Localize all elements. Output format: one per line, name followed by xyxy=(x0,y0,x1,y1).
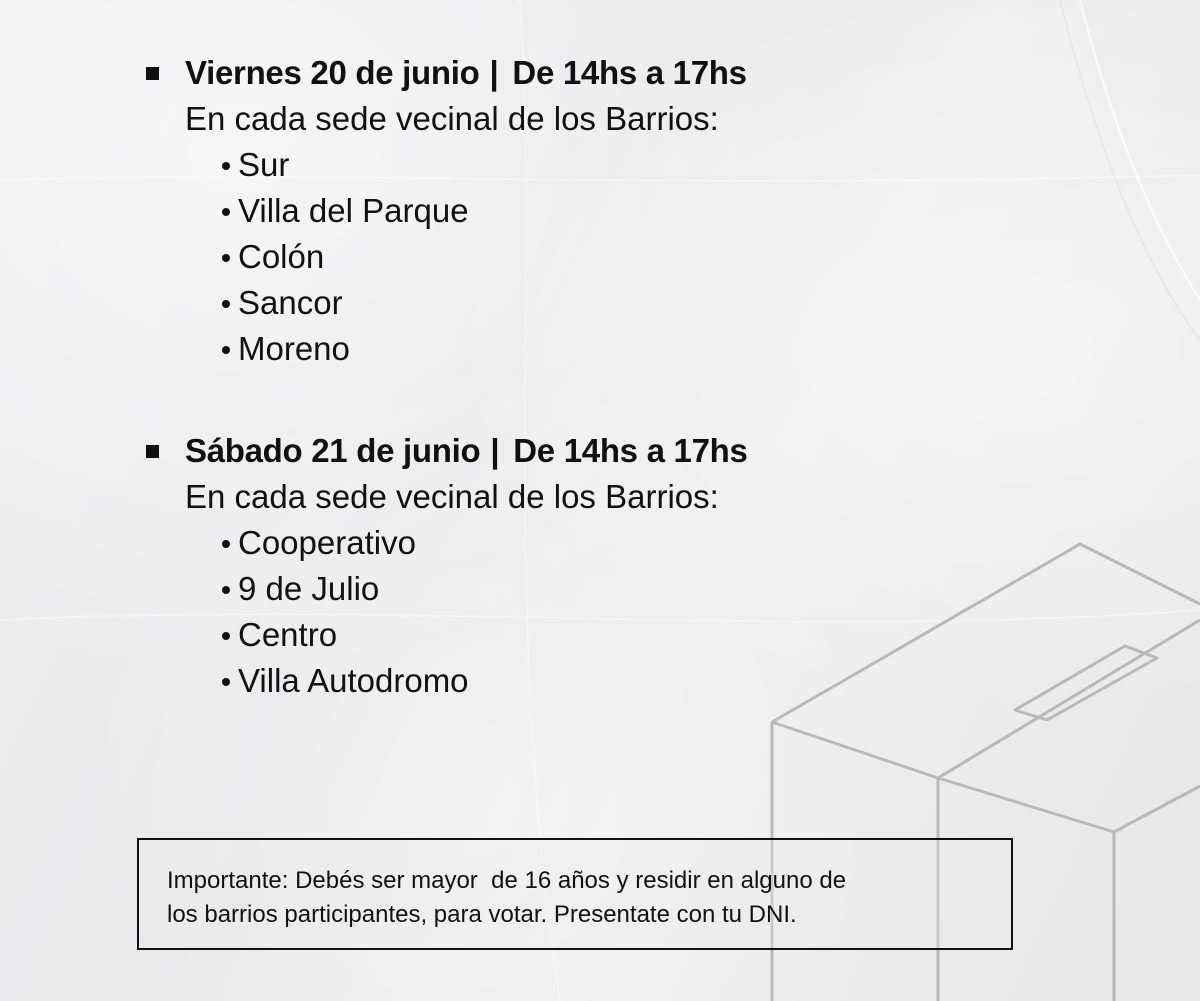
important-notice xyxy=(137,838,1013,950)
list-item xyxy=(222,142,747,188)
barrio-name: 9 de Julio xyxy=(238,570,380,607)
barrio-name: Villa del Parque xyxy=(238,192,469,229)
dot-bullet-icon xyxy=(222,632,230,640)
schedule-intro: En cada sede vecinal de los Barrios: xyxy=(185,100,719,137)
list-item xyxy=(222,520,748,566)
dot-bullet-icon xyxy=(222,678,230,686)
schedule-intro: En cada sede vecinal de los Barrios: xyxy=(185,478,719,515)
schedule-separator: | xyxy=(490,432,500,469)
list-item xyxy=(222,658,748,704)
schedule-friday xyxy=(140,50,747,372)
dot-bullet-icon xyxy=(222,208,230,216)
notice-line: Importante: Debés ser mayor de 16 años y residir en alguno de xyxy=(167,867,847,894)
dot-bullet-icon xyxy=(222,540,230,548)
schedule-hours: De 14hs a 17hs xyxy=(513,432,748,469)
schedule-heading-row xyxy=(140,50,747,96)
dot-bullet-icon xyxy=(222,346,230,354)
schedule-day: Viernes 20 de junio xyxy=(185,54,480,91)
dot-bullet-icon xyxy=(222,162,230,170)
barrio-name: Moreno xyxy=(238,330,350,367)
schedule-hours: De 14hs a 17hs xyxy=(512,54,747,91)
schedule-day: Sábado 21 de junio xyxy=(185,432,481,469)
schedule-heading-row xyxy=(140,428,748,474)
schedule-heading xyxy=(185,432,748,470)
square-bullet-icon xyxy=(146,67,159,80)
dot-bullet-icon xyxy=(222,586,230,594)
dot-bullet-icon xyxy=(222,254,230,262)
list-item xyxy=(222,612,748,658)
list-item xyxy=(222,280,747,326)
barrios-list xyxy=(222,520,748,704)
list-item xyxy=(222,566,748,612)
list-item xyxy=(222,234,747,280)
schedule-separator: | xyxy=(489,54,499,91)
barrio-name: Villa Autodromo xyxy=(238,662,469,699)
square-bullet-icon xyxy=(146,445,159,458)
barrios-list xyxy=(222,142,747,372)
barrio-name: Sur xyxy=(238,146,290,183)
barrio-name: Cooperativo xyxy=(238,524,416,561)
barrio-name: Colón xyxy=(238,238,325,275)
dot-bullet-icon xyxy=(222,300,230,308)
list-item xyxy=(222,188,747,234)
barrio-name: Sancor xyxy=(238,284,343,321)
list-item xyxy=(222,326,747,372)
notice-line: los barrios participantes, para votar. Presentate con tu DNI. xyxy=(167,901,797,928)
schedule-saturday xyxy=(140,428,748,704)
schedule-heading xyxy=(185,54,747,92)
barrio-name: Centro xyxy=(238,616,338,653)
